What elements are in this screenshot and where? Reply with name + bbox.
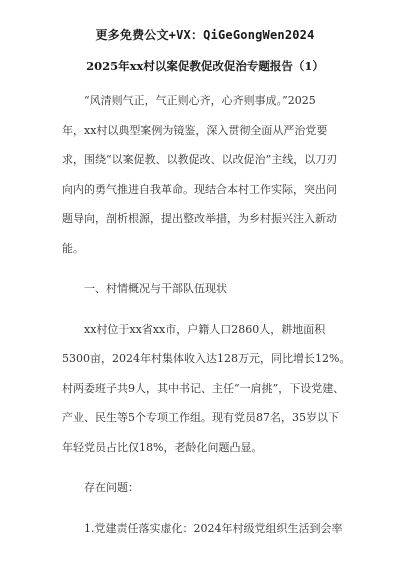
intro-line: 年，xx村以典型案例为镜鉴，深入贯彻全面从严治党要 <box>62 123 328 137</box>
document-title: 2025年xx村以案促教促改促治专题报告（1） <box>86 59 324 73</box>
promo-header: 更多免费公文+VX：QiGeGongWen2024 <box>95 28 315 42</box>
document-body <box>62 86 372 543</box>
intro-line: 能。 <box>62 241 84 255</box>
section-line: 5300亩，2024年村集体收入达128万元，同比增长12%。 <box>62 352 351 365</box>
section-heading: 一、村情概况与干部队伍现状 <box>84 282 227 295</box>
intro-line: 题导向，剖析根源，提出整改举措，为乡村振兴注入新动 <box>62 212 337 225</box>
section-line: xx村位于xx省xx市，户籍人口2860人，耕地面积 <box>84 322 326 336</box>
intro-line: “风清则气正，气正则心齐，心齐则事成。”2025 <box>84 94 316 107</box>
section-line: 年轻党员占比仅18%，老龄化问题凸显。 <box>62 440 263 454</box>
section-line: 村两委班子共9人，其中书记、主任“一肩挑”，下设党建、 <box>62 381 345 395</box>
issue-item: 1.党建责任落实虚化：2024年村级党组织生活到会率 <box>84 521 343 535</box>
intro-line: 向内的勇气推进自我革命。现结合本村工作实际，突出问 <box>62 182 337 196</box>
section-line: 产业、民生等5个专项工作组。现有党员87名，35岁以下 <box>62 411 339 424</box>
intro-line: 求，围绕“以案促教、以教促改、以改促治”主线，以刀刃 <box>62 153 338 166</box>
issues-heading: 存在问题： <box>84 481 139 494</box>
